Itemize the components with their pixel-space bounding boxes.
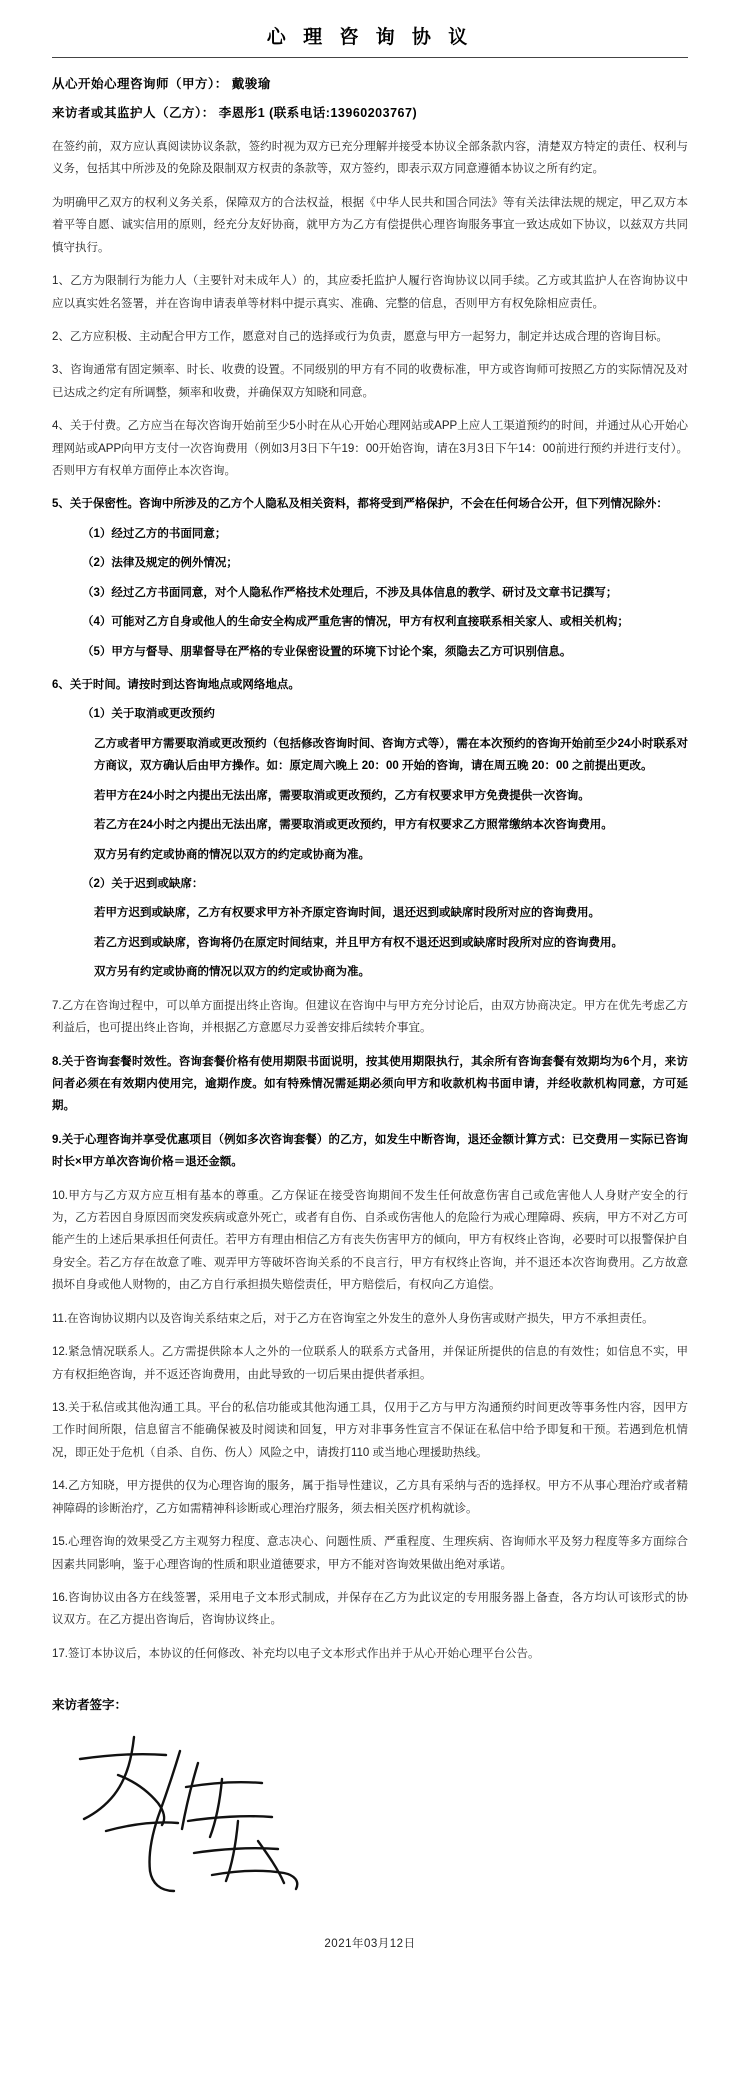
clause-7: 7.乙方在咨询过程中，可以单方面提出终止咨询。但建议在咨询中与甲方充分讨论后，由双方协商决定。甲方在优先考虑乙方利益后，也可提出终止咨询，并根据乙方意愿尽力妥善安排后续转介事宜。 <box>52 999 688 1035</box>
clause-6-section-1: （1）关于取消或更改预约 <box>82 708 215 721</box>
clause-5-item-3: （3）经过乙方书面同意，对个人隐私作严格技术处理后，不涉及具体信息的教学、研讨及文章书记撰写； <box>82 586 618 599</box>
clause-1: 1、乙方为限制行为能力人（主要针对未成年人）的，其应委托监护人履行咨询协议以同手续。乙方或其监护人在咨询协议中应以真实姓名签署，并在咨询申请表单等材料中提示真实、准确、完整的信息，否则甲方有权免除相应责任。 <box>52 275 688 310</box>
clause-11: 11.在咨询协议期内以及咨询关系结束之后，对于乙方在咨询室之外发生的意外人身伤害或财产损失，甲方不承担责任。 <box>52 1312 654 1325</box>
clause-6-section-1-client-late: 若乙方在24小时之内提出无法出席，需要取消或更改预约，甲方有权要求乙方照常缴纳本次咨询费用。 <box>94 819 613 832</box>
clause-15: 15.心理咨询的效果受乙方主观努力程度、意志决心、问题性质、严重程度、生理疾病、咨询师水平及努力程度等多方面综合因素共同影响，鉴于心理咨询的性质和职业道德要求，甲方不能对咨询效果做出绝对承诺。 <box>52 1536 688 1571</box>
title-divider <box>52 57 688 58</box>
preamble-paragraph-1: 在签约前，双方应认真阅读协议条款，签约时视为双方已充分理解并接受本协议全部条款内容，清楚双方特定的责任、权利与义务，包括其中所涉及的免除及限制双方权责的条款等，双方签约，即表示双方同意遵循本协议之所有约定。 <box>52 141 688 176</box>
clause-4: 4、关于付费。乙方应当在每次咨询开始前至少5小时在从心开始心理网站或APP上应人工渠道预约的时间，并通过从心开始心理网站或APP向甲方支付一次咨询费用（例如3月3日下午19：00开始咨询，请在3月3日下午14：00前进行预约并进行支付）。否则甲方有权单方面停止本次咨询。 <box>52 420 688 478</box>
clause-6: 6、关于时间。请按时到达咨询地点或网络地点。 <box>52 679 300 692</box>
clause-6-section-1-body: 乙方或者甲方需要取消或更改预约（包括修改咨询时间、咨询方式等），需在本次预约的咨询开始前至少24小时联系对方商议，双方确认后由甲方操作。如：原定周六晚上 20：00 开始的咨询，请在周五晚 20：00 之前提出更改。 <box>94 737 688 773</box>
signature-area <box>52 1719 688 1929</box>
clause-6-section-2-other: 双方另有约定或协商的情况以双方的约定或协商为准。 <box>94 966 370 979</box>
party-client: 来访者或其监护人（乙方）： 李恩彤1 (联系电话:13960203767) <box>52 106 418 120</box>
clause-2: 2、乙方应积极、主动配合甲方工作，愿意对自己的选择或行为负责，愿意与甲方一起努力，制定并达成合理的咨询目标。 <box>52 330 668 343</box>
clause-5: 5、关于保密性。咨询中所涉及的乙方个人隐私及相关资料，都将受到严格保护，不会在任何场合公开，但下列情况除外： <box>52 498 668 511</box>
clause-10: 10.甲方与乙方双方应互相有基本的尊重。乙方保证在接受咨询期间不发生任何故意伤害自己或危害他人人身财产安全的行为，乙方若因自身原因而突发疾病或意外死亡，或者有自伤、自杀或伤害他人的危险行为戒心理障碍、疾病，甲方不对乙方可能产生的上述后果承担任何责任。若甲方有理由相信乙方有丧失伤害甲方的倾向，甲方有权终止咨询，必要时可以报警保护自身安全。若乙方存在故意了唯、观弄甲方等破坏咨询关系的不良言行，甲方有权终止咨询，并不退还本次咨询费用。乙方故意损坏自身或他人财物的，由乙方自行承担损失赔偿责任，甲方赔偿后，有权向乙方追偿。 <box>52 1189 688 1292</box>
signature-label: 来访者签字： <box>52 1698 128 1713</box>
clause-6-section-2-counselor: 若甲方迟到或缺席，乙方有权要求甲方补齐原定咨询时间，退还迟到或缺席时段所对应的咨询费用。 <box>94 907 600 920</box>
clause-5-item-1: （1）经过乙方的书面同意； <box>82 527 227 540</box>
clause-6-section-1-counselor-late: 若甲方在24小时之内提出无法出席，需要取消或更改预约，乙方有权要求甲方免费提供一次咨询。 <box>94 789 590 802</box>
clause-12: 12.紧急情况联系人。乙方需提供除本人之外的一位联系人的联系方式备用，并保证所提供的信息的有效性；如信息不实，甲方有权拒绝咨询，并不返还咨询费用，由此导致的一切后果由提供者承担。 <box>52 1346 688 1381</box>
clause-8: 8.关于咨询套餐时效性。咨询套餐价格有使用期限书面说明，按其使用期限执行，其余所有咨询套餐有效期均为6个月，来访问者必须在有效期内使用完，逾期作废。如有特殊情况需延期必须向甲方和收款机构书面申请，并经收款机构同意，方可延期。 <box>52 1055 688 1113</box>
page-title: 心 理 咨 询 协 议 <box>266 27 474 48</box>
clause-3: 3、咨询通常有固定频率、时长、收费的设置。不同级别的甲方有不同的收费标准，甲方或咨询师可按照乙方的实际情况及对已达成之约定有所调整，频率和收费，并确保双方知晓和同意。 <box>52 364 688 399</box>
party-counselor: 从心开始心理咨询师（甲方）： 戴骏瑜 <box>52 77 271 91</box>
preamble-paragraph-2: 为明确甲乙双方的权利义务关系，保障双方的合法权益，根据《中华人民共和国合同法》等有关法律法规的规定，甲乙双方本着平等自愿、诚实信用的原则，经充分友好协商，就甲方为乙方有偿提供心理咨询服务事宜一致达成如下协议，以兹双方共同慎守执行。 <box>52 196 688 254</box>
clause-9: 9.关于心理咨询并享受优惠项目（例如多次咨询套餐）的乙方，如发生中断咨询，退还金额计算方式：已交费用－实际已咨询时长×甲方单次咨询价格＝退还金额。 <box>52 1133 688 1169</box>
clause-13: 13.关于私信或其他沟通工具。平台的私信功能或其他沟通工具，仅用于乙方与甲方沟通预约时间更改等事务性内容，因甲方工作时间所限，信息留言不能确保被及时阅读和回复，甲方对非事务性宣言不保证在私信中给予即复和干预。若遇到危机情况，即正处于危机（自杀、自伤、伤人）风险之中，请拨打110 或当地心理援助热线。 <box>52 1401 688 1459</box>
clause-6-section-1-other: 双方另有约定或协商的情况以双方的约定或协商为准。 <box>94 848 370 861</box>
clause-14: 14.乙方知晓，甲方提供的仅为心理咨询的服务，属于指导性建议，乙方具有采纳与否的选择权。甲方不从事心理治疗或者精神障碍的诊断治疗，乙方如需精神科诊断或心理治疗服务，须去相关医疗机构就诊。 <box>52 1480 688 1515</box>
clause-6-section-2: （2）关于迟到或缺席： <box>82 877 204 890</box>
clause-5-item-4: （4）可能对乙方自身或他人的生命安全构成严重危害的情况，甲方有权利直接联系相关家人、或相关机构； <box>82 616 629 629</box>
clause-6-section-2-client: 若乙方迟到或缺席，咨询将仍在原定时间结束，并且甲方有权不退还迟到或缺席时段所对应的咨询费用。 <box>94 936 623 949</box>
handwritten-signature <box>62 1725 322 1915</box>
clause-16: 16.咨询协议由各方在线签署，采用电子文本形式制成，并保存在乙方为此议定的专用服务器上备查，各方均认可该形式的协议双方。在乙方提出咨询后，咨询协议终止。 <box>52 1591 688 1627</box>
clause-5-item-5: （5）甲方与督导、朋辈督导在严格的专业保密设置的环境下讨论个案，须隐去乙方可识别信息。 <box>82 645 572 658</box>
clause-5-item-2: （2）法律及规定的例外情况； <box>82 557 238 570</box>
signature-date: 2021年03月12日 <box>324 1938 416 1951</box>
clause-17: 17.签订本协议后，本协议的任何修改、补充均以电子文本形式作出并于从心开始心理平台公告。 <box>52 1647 540 1660</box>
